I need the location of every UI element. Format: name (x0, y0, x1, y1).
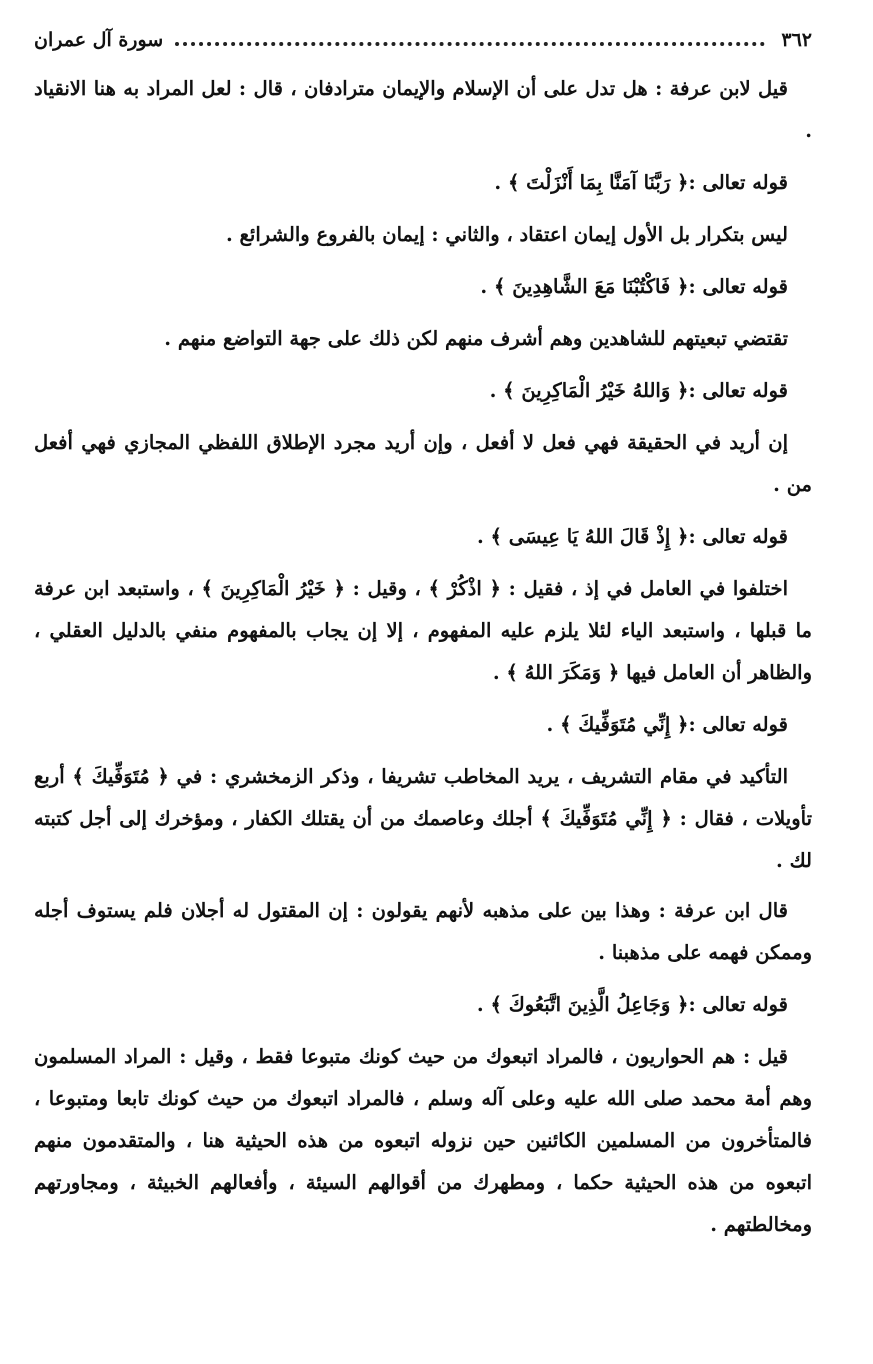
paragraph-commentary: ليس بتكرار بل الأول إيمان اعتقاد ، والثاني : إيمان بالفروع والشرائع . (225, 223, 788, 246)
paragraph-verse-quote: قوله تعالى :﴿ وَجَاعِلُ الَّذِينَ اتَّبَعُوكَ ﴾ . (476, 993, 788, 1016)
paragraph-verse-quote: قوله تعالى :﴿ رَبَّنَا آمَنَّا بِمَا أَنْزَلْتَ ﴾ . (494, 171, 788, 194)
page-number: ٣٦٢ (781, 29, 812, 51)
book-page (34, 24, 812, 1246)
header-dotted-leader (175, 42, 765, 46)
paragraph-verse-quote: قوله تعالى :﴿ فَاكْتُبْنَا مَعَ الشَّاهِدِينَ ﴾ . (480, 275, 788, 298)
paragraph-verse-quote: قوله تعالى :﴿ إِذْ قَالَ اللهُ يَا عِيسَى ﴾ . (476, 525, 788, 548)
paragraph-commentary: قال ابن عرفة : وهذا بين على مذهبه لأنهم يقولون : إن المقتول له أجلان فلم يستوف أجله وممكن فهمه على مذهبنا . (34, 899, 812, 964)
running-header (34, 24, 812, 56)
paragraph-commentary: إن أريد في الحقيقة فهي فعل لا أفعل ، وإن أريد مجرد الإطلاق اللفظي المجازي فهي أفعل من . (34, 431, 812, 496)
paragraph-commentary: التأكيد في مقام التشريف ، يريد المخاطب تشريفا ، وذكر الزمخشري : في ﴿ مُتَوَفِّيكَ ﴾ أربع تأويلات ، فقال : ﴿ إِنِّي مُتَوَفِّيكَ ﴾ أجلك وعاصمك من أن يقتلك الكفار ، ومؤخرك إلى أجل كتبته لك . (34, 765, 812, 872)
paragraph-commentary: قيل : هم الحواريون ، فالمراد اتبعوك من حيث كونك متبوعا فقط ، وقيل : المراد المسلمون وهم أمة محمد صلى الله عليه وعلى آله وسلم ، فالمراد اتبعوك من حيث كونك تابعا ومتبوعا ، فالمتأخرون من المسلمين الكائنين حين نزوله اتبعوه من هذه الحيثية هنا ، والمتقدمون منهم اتبعوه من هذه الحيثية حكما ، ومطهرك من أقوالهم السيئة ، وأفعالهم الخبيثة ، ومجاورتهم ومخالطتهم . (34, 1045, 812, 1236)
paragraph-verse-quote: قوله تعالى :﴿ إِنِّي مُتَوَفِّيكَ ﴾ . (546, 713, 788, 736)
surah-title: سورة آل عمران (34, 29, 164, 51)
paragraph-commentary: قيل لابن عرفة : هل تدل على أن الإسلام والإيمان مترادفان ، قال : لعل المراد به هنا الانقياد . (34, 77, 812, 142)
paragraph-verse-quote: قوله تعالى :﴿ وَاللهُ خَيْرُ الْمَاكِرِينَ ﴾ . (489, 379, 788, 402)
paragraph-commentary: اختلفوا في العامل في إذ ، فقيل : ﴿ اذْكُرْ ﴾ ، وقيل : ﴿ خَيْرُ الْمَاكِرِينَ ﴾ ، واستبعد ابن عرفة ما قبلها ، واستبعد الياء لئلا يلزم عليه المفهوم ، إلا إن يجاب بالمفهوم منفي بالدليل العقلي ، والظاهر أن العامل فيها ﴿ وَمَكَرَ اللهُ ﴾ . (34, 577, 812, 684)
paragraph-commentary: تقتضي تبعيتهم للشاهدين وهم أشرف منهم لكن ذلك على جهة التواضع منهم . (164, 327, 788, 350)
